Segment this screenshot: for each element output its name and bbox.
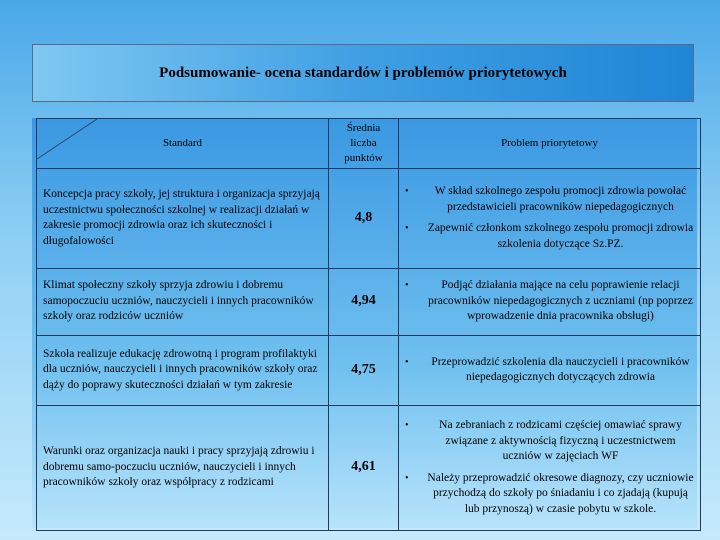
score-cell: 4,94: [329, 268, 399, 335]
standard-cell: Koncepcja pracy szkoły, jej struktura i organizacja sprzyjają uczestnictwu społeczności szkolnej w realizacji działań w zakresie promocji zdrowia oraz ich skuteczności i długofalowości: [37, 168, 329, 268]
problem-item: • Na zebraniach z rodzicami częściej omawiać sprawy związane z aktywnością fizyczną i uczestnictwem uczniów w zajęciach WF: [405, 418, 682, 463]
bullet-icon: •: [405, 186, 409, 197]
bullet-icon: •: [405, 356, 409, 368]
score-cell: 4,61: [329, 405, 399, 530]
slide-title: Podsumowanie- ocena standardów i problemów priorytetowych: [159, 64, 567, 81]
header-row: [37, 119, 701, 169]
problem-item: • W skład szkolnego zespołu promocji zdrowia powołać przedstawicieli pracowników niepedagogicznych: [405, 185, 687, 213]
score-cell: 4,8: [329, 168, 399, 268]
problem-item: • Należy przeprowadzić okresowe diagnozy, czy uczniowie przychodzą do szkoły po śniadaniu i co zjadają (kupują lub przynoszą) w czasie pobytu w szkole.: [405, 471, 694, 515]
score-cell: 4,75: [329, 335, 399, 405]
standard-cell: Warunki oraz organizacja nauki i pracy sprzyjają zdrowiu i dobremu samo-poczuciu uczniów, nauczycieli i innych pracowników szkoły oraz współpracy z rodzicami: [37, 405, 329, 530]
problem-cell: [399, 335, 701, 405]
problem-item: • Zapewnić członkom szkolnego zespołu promocji zdrowia szkolenia dotyczące Sz.PZ.: [405, 222, 694, 250]
problem-cell: [399, 168, 701, 268]
table-row: [37, 168, 701, 268]
problem-cell: [399, 405, 701, 530]
table-row: [37, 268, 701, 335]
problem-item: • Podjąć działania mające na celu poprawienie relacji pracowników niepedagogicznych z uczniami (np poprzez wprowadzenie dnia pracownika obsługi): [405, 279, 693, 323]
header-standard: Standard: [37, 119, 329, 169]
standard-cell: Klimat społeczny szkoły sprzyja zdrowiu i dobremu samopoczuciu uczniów, nauczycieli i innych pracowników szkoły oraz rodziców uczniów: [37, 268, 329, 335]
table-row: [37, 405, 701, 530]
header-problem: Problem priorytetowy: [399, 119, 701, 169]
header-score: Średnia liczba punktów: [329, 119, 399, 169]
summary-table: [36, 118, 701, 531]
bullet-icon: •: [405, 419, 409, 431]
bullet-icon: •: [405, 472, 409, 484]
bullet-icon: •: [405, 280, 409, 292]
bullet-icon: •: [405, 223, 409, 235]
title-box: [32, 44, 694, 102]
problem-item: • Przeprowadzić szkolenia dla nauczycieli i pracowników niepedagogicznych dotyczących zdrowia: [405, 355, 690, 384]
problem-cell: [399, 268, 701, 335]
standard-cell: Szkoła realizuje edukację zdrowotną i program profilaktyki dla uczniów, nauczycieli i innych pracowników szkoły oraz dąży do poprawy skuteczności działań w tym zakresie: [37, 335, 329, 405]
table-row: [37, 335, 701, 405]
